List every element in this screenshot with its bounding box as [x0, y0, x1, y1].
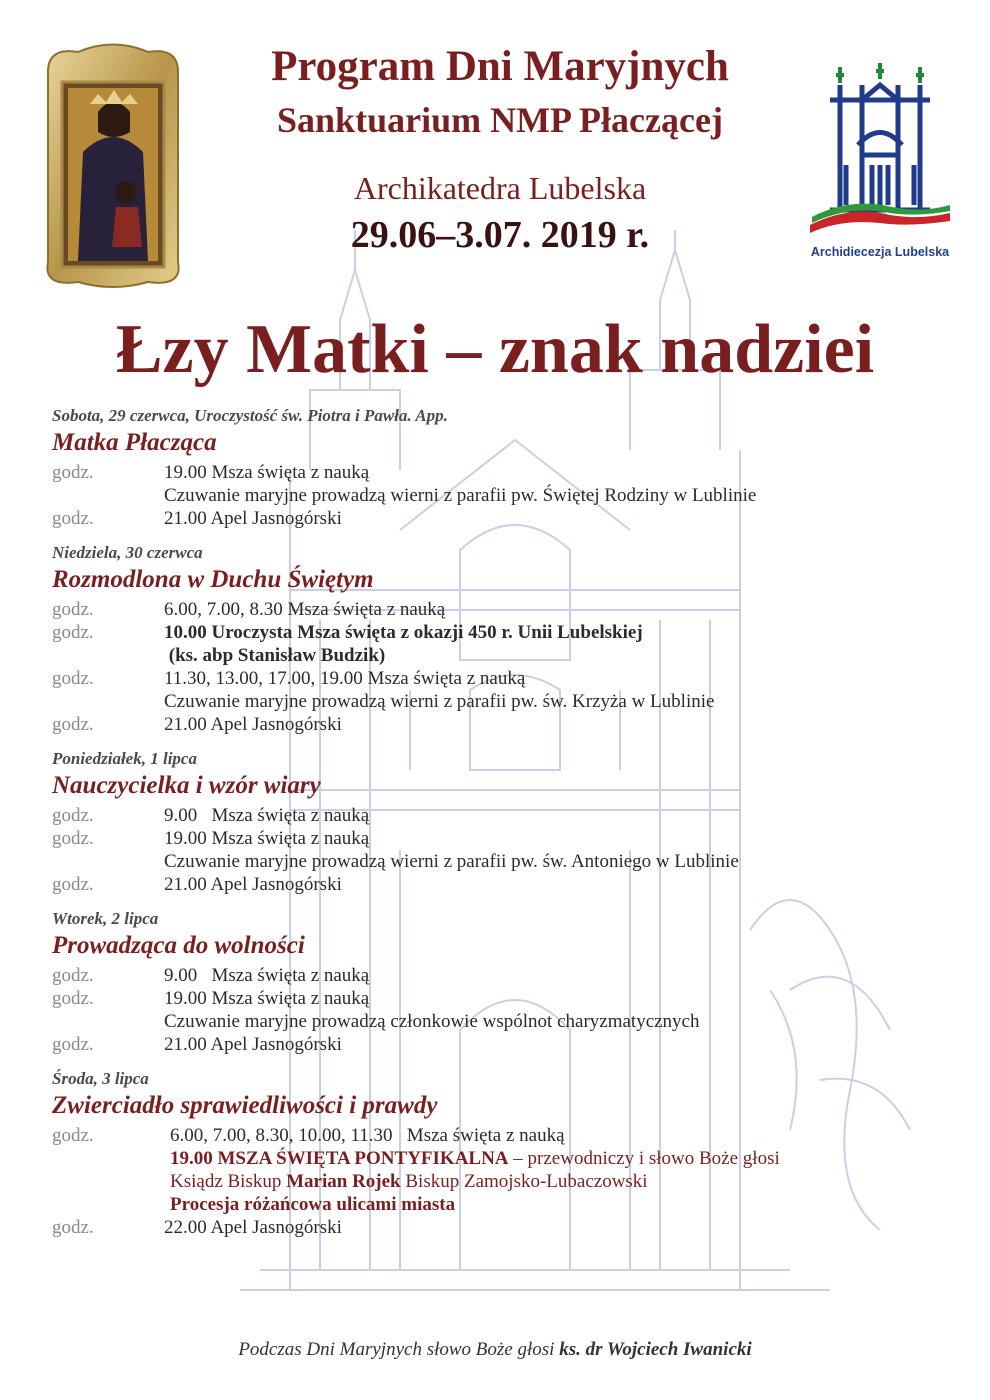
logo-caption: Archidiecezja Lubelska	[810, 245, 950, 259]
schedule-row	[52, 1216, 952, 1239]
archdiocese-logo	[800, 55, 960, 270]
footer-note	[0, 1338, 990, 1362]
time-prefix: godz.	[52, 668, 94, 689]
schedule-entry: 21.00 Apel Jasnogórski	[164, 714, 342, 735]
event-dates: 29.06–3.07. 2019 r.	[350, 214, 650, 256]
schedule-entry: Procesja różańcowa ulicami miasta	[170, 1194, 456, 1215]
schedule-row	[52, 507, 952, 530]
schedule-entry: Czuwanie maryjne prowadzą wierni z parafii pw. Świętej Rodziny w Lublinie	[164, 485, 757, 506]
pontifical-mass-note: – przewodniczy i słowo Boże głosi	[508, 1148, 780, 1169]
motto-headline: Łzy Matki – znak nadziei	[115, 311, 875, 388]
bishop-name: Marian Rojek	[286, 1171, 401, 1192]
schedule-row	[52, 621, 952, 644]
time-prefix: godz.	[52, 508, 94, 529]
schedule-entry: 10.00 Uroczysta Msza święta z okazji 450 r. Unii Lubelskiej	[164, 622, 643, 643]
bishop-title: Biskup Zamojsko-Lubaczowski	[400, 1171, 648, 1192]
schedule-entry: Czuwanie maryjne prowadzą wierni z parafii pw. św. Krzyża w Lublinie	[164, 691, 715, 712]
time-prefix: godz.	[52, 965, 94, 986]
schedule-row	[52, 690, 952, 713]
schedule-entry: 19.00 Msza święta z nauką	[164, 462, 370, 483]
schedule-entry: (ks. abp Stanisław Budzik)	[164, 645, 386, 666]
bishop-prefix: Ksiądz Biskup	[170, 1171, 287, 1192]
day-theme: Rozmodlona w Duchu Świętym	[52, 566, 374, 593]
time-prefix: godz.	[52, 599, 94, 620]
place-name: Archikatedra Lubelska	[353, 170, 647, 206]
schedule-entry: 6.00, 7.00, 8.30, 10.00, 11.30 Msza święta z nauką	[170, 1125, 565, 1146]
schedule-entry: 21.00 Apel Jasnogórski	[164, 1034, 342, 1055]
schedule-row	[52, 598, 952, 621]
schedule-row	[52, 644, 952, 667]
schedule-row	[52, 827, 952, 850]
schedule-entry: Czuwanie maryjne prowadzą członkowie wspólnot charyzmatycznych	[164, 1011, 700, 1032]
schedule-row	[52, 1193, 952, 1216]
schedule-entry: 19.00 Msza święta z nauką	[164, 828, 370, 849]
schedule-row	[52, 1170, 952, 1193]
day-theme: Prowadząca do wolności	[52, 932, 305, 959]
schedule-row	[52, 964, 952, 987]
day-label: Poniedziałek, 1 lipca	[52, 749, 197, 768]
schedule-row	[52, 484, 952, 507]
time-prefix: godz.	[52, 828, 94, 849]
schedule-entry: 22.00 Apel Jasnogórski	[164, 1217, 342, 1238]
schedule-entry: 11.30, 13.00, 17.00, 19.00 Msza święta z nauką	[164, 668, 526, 689]
page-subtitle: Sanktuarium NMP Płaczącej	[277, 100, 723, 140]
schedule-row	[52, 1124, 952, 1147]
schedule-row	[52, 850, 952, 873]
page-title: Program Dni Maryjnych	[271, 43, 729, 90]
schedule-entry: 9.00 Msza święta z nauką	[164, 805, 370, 826]
schedule-entry: 21.00 Apel Jasnogórski	[164, 874, 342, 895]
schedule-entry: 9.00 Msza święta z nauką	[164, 965, 370, 986]
schedule-entry: Czuwanie maryjne prowadzą wierni z parafii pw. św. Antoniego w Lublinie	[164, 851, 739, 872]
schedule-entry	[164, 1170, 952, 1193]
day-label: Sobota, 29 czerwca, Uroczystość św. Piotra i Pawła. App.	[52, 406, 448, 425]
day-theme: Nauczycielka i wzór wiary	[52, 772, 321, 799]
time-prefix: godz.	[52, 874, 94, 895]
time-prefix: godz.	[52, 462, 94, 483]
footer-preacher: ks. dr Wojciech Iwanicki	[559, 1339, 752, 1360]
day-label: Środa, 3 lipca	[52, 1069, 149, 1088]
pontifical-mass: 19.00 MSZA ŚWIĘTA PONTYFIKALNA	[170, 1148, 509, 1169]
day-label: Niedziela, 30 czerwca	[52, 543, 203, 562]
schedule-row	[52, 1147, 952, 1170]
schedule-row	[52, 804, 952, 827]
footer-text: Podczas Dni Maryjnych słowo Boże głosi	[238, 1339, 560, 1360]
time-prefix: godz.	[52, 622, 94, 643]
time-prefix: godz.	[52, 714, 94, 735]
schedule-row	[52, 713, 952, 736]
day-monday	[52, 748, 952, 896]
time-prefix: godz.	[52, 988, 94, 1009]
schedule-row	[52, 667, 952, 690]
cathedral-logo-icon	[800, 55, 960, 240]
day-theme: Zwierciadło sprawiedliwości i prawdy	[52, 1092, 438, 1119]
schedule	[52, 405, 952, 1251]
day-tuesday	[52, 908, 952, 1056]
schedule-row	[52, 873, 952, 896]
time-prefix: godz.	[52, 1034, 94, 1055]
schedule-entry: 19.00 Msza święta z nauką	[164, 988, 370, 1009]
madonna-icon-painting	[38, 42, 188, 292]
schedule-row	[52, 987, 952, 1010]
schedule-row	[52, 1010, 952, 1033]
time-prefix: godz.	[52, 805, 94, 826]
schedule-entry	[164, 1147, 952, 1170]
time-prefix: godz.	[52, 1217, 94, 1238]
day-saturday	[52, 405, 952, 530]
day-label: Wtorek, 2 lipca	[52, 909, 159, 928]
schedule-row	[52, 1033, 952, 1056]
schedule-row	[52, 461, 952, 484]
day-sunday	[52, 542, 952, 736]
day-wednesday	[52, 1068, 952, 1239]
time-prefix: godz.	[52, 1125, 94, 1146]
day-theme: Matka Płacząca	[52, 429, 217, 456]
schedule-entry: 6.00, 7.00, 8.30 Msza święta z nauką	[164, 599, 446, 620]
schedule-entry: 21.00 Apel Jasnogórski	[164, 508, 342, 529]
